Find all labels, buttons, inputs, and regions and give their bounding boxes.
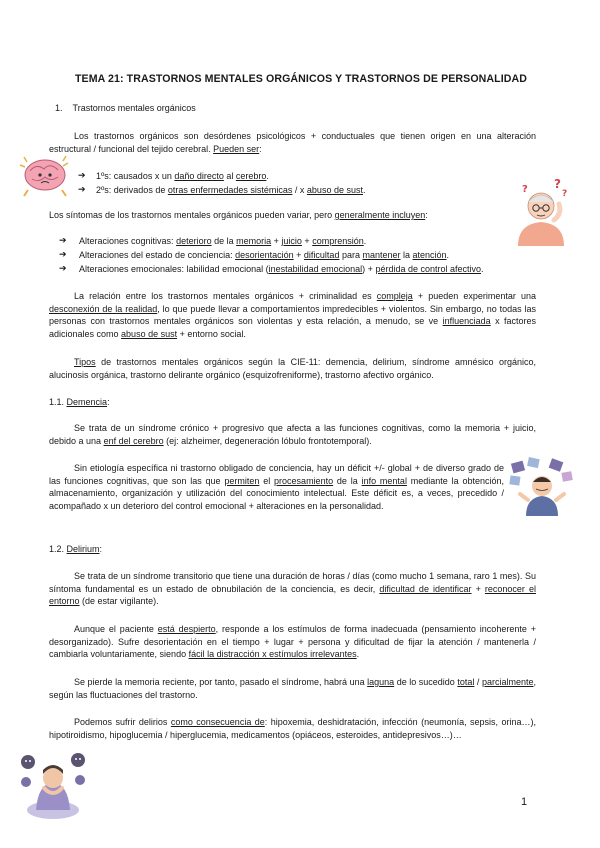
underlined-text: dificultad de identificar [379, 583, 472, 594]
text-run: / x [292, 185, 307, 195]
underlined-text: Tipos [74, 357, 96, 367]
paragraph-delirium-memory [49, 676, 536, 701]
text-run: Se trata de un síndrome crónico + progresivo que afecta a las funciones cognitivas, como la memoria + juicio, debido a una [49, 423, 536, 446]
subsection-heading [49, 396, 110, 409]
text-run: . [356, 649, 360, 659]
underlined-text: parcialmente [481, 677, 534, 687]
text-run: Los síntomas de los trastornos mentales orgánicos pueden variar, pero [49, 210, 335, 220]
text-run: Podemos sufrir delirios [74, 717, 171, 727]
text-run: (ej: alzheimer, degeneración lóbulo frontotemporal). [163, 435, 372, 446]
text-run: el [259, 475, 275, 486]
text-run: . [266, 171, 269, 181]
underlined-text: abuso de sust [306, 185, 363, 195]
section-number: 1. [55, 103, 63, 113]
text-run: . [481, 264, 484, 274]
text-run: Se pierde la memoria reciente, por tanto, pasado el síndrome, habrá una [74, 677, 368, 687]
section-title: Trastornos mentales orgánicos [72, 103, 196, 113]
anxious-person-illustration [18, 748, 88, 820]
arrow-bullet-icon: ➔ [59, 235, 67, 245]
text-run: , lo que puede llevar a comportamientos impredecibles + violentos. Sin embargo, no todas las personas con trastornos mentales orgánicos son violentas y esta relación, a menudo, se ve [49, 303, 536, 326]
subsection-heading [49, 543, 102, 556]
underlined-text: memoria [236, 236, 272, 246]
text-run: mediante la obtención, almacenamiento, organización y utilización del conocimiento intelectual. Este déficit es, a veces, precedido / acompañado x un deterioro del control emocional + alteraciones en la personalidad. [49, 475, 504, 511]
underlined-text: enf del cerebro [103, 435, 164, 446]
text-run: de la [211, 236, 237, 246]
text-run: Se trata de un síndrome transitorio que tiene una duración de horas / días (como mucho 1 semana, raro 1 mes). Su síntoma fundamental es un estado de obnubilación de la conciencia, es decir, [49, 571, 536, 594]
text-run: para [339, 250, 363, 260]
underlined-text: juicio [281, 236, 302, 246]
text-run: Alteraciones del estado de conciencia: [79, 250, 236, 260]
underlined-text: reconocer el entorno [49, 583, 536, 606]
list-item [79, 249, 539, 262]
text-run: . [362, 185, 366, 195]
underlined-text: abuso de sust [121, 328, 178, 339]
paragraph-delirium-causes [49, 716, 536, 741]
underlined-text: atención [412, 250, 447, 260]
underlined-text: info mental [361, 475, 407, 486]
underlined-text: pérdida de control afectivo [375, 264, 482, 274]
paragraph-intro [49, 130, 536, 155]
paragraph-dementia-deficit [49, 462, 504, 512]
underlined-text: procesamiento [274, 475, 334, 486]
text-run: . [446, 250, 450, 260]
text-run: La relación entre los trastornos mentales orgánicos + criminalidad es [74, 291, 377, 301]
paragraph-dementia-definition [49, 422, 536, 447]
underlined-text: dificultad [303, 250, 340, 260]
list-item [79, 235, 519, 248]
paragraph-delirium-patient [49, 623, 536, 661]
text-run: + [471, 583, 485, 594]
text-run: : [99, 544, 103, 554]
svg-text:?: ? [562, 189, 568, 199]
paragraph-symptoms-intro [49, 209, 509, 222]
arrow-bullet-icon: ➔ [78, 184, 86, 194]
text-run: 2ºs: derivados de [96, 185, 168, 195]
confused-elder-illustration [510, 174, 572, 246]
subsection-title: Demencia [66, 397, 108, 407]
underlined-text: laguna [367, 677, 395, 687]
text-run: Aunque el paciente [74, 624, 158, 634]
text-run: : [425, 210, 428, 220]
text-run: + [271, 236, 282, 246]
text-run: : [107, 397, 110, 407]
text-run: : [259, 143, 262, 154]
underlined-text: influenciada [442, 316, 491, 326]
text-run: + [301, 236, 313, 246]
text-run: de trastornos mentales orgánicos según la CIE-11: demencia, delirium, síndrome amnésico orgánico, alucinosis orgánica, trastorno delirante orgánico (esquizofreniforme), trastorno afectivo orgánico. [49, 357, 536, 380]
underlined-text: fácil la distracción x estímulos irrelevantes [188, 649, 357, 659]
text-run: de la [333, 475, 362, 486]
underlined-text: otras enfermedades sistémicas [167, 185, 293, 195]
arrow-bullet-icon: ➔ [59, 263, 67, 273]
underlined-text: inestabilidad emocional [268, 264, 363, 274]
text-run: la [400, 250, 413, 260]
brain-illustration [16, 153, 74, 199]
text-run: : hipoxemia, deshidratación, infección (neumonía, sepsis, orina…), hipotiroidismo, hipoglucemia / hiperglucemia, medicamentos (opiáceos, esteroides, antidepresivos…)… [49, 717, 536, 740]
puzzle-head-illustration [506, 456, 576, 516]
underlined-text: como consecuencia de [170, 717, 265, 727]
text-run: + pueden experimentar una [412, 291, 536, 301]
paragraph-delirium-definition [49, 570, 536, 608]
text-run: (de estar vigilante). [79, 596, 159, 606]
paragraph-criminality [49, 290, 536, 340]
underlined-text: comprensión [312, 236, 364, 246]
arrow-bullet-icon: ➔ [78, 170, 86, 180]
text-run: de lo sucedido [394, 677, 458, 687]
text-run: / [474, 677, 482, 687]
section-heading [55, 102, 196, 115]
text-run: + entorno social. [177, 328, 246, 339]
list-item [96, 170, 416, 183]
paragraph-types [49, 356, 536, 381]
underlined-text: desorientación [235, 250, 294, 260]
list-item [79, 263, 549, 276]
subsection-title: Delirium [66, 544, 100, 554]
underlined-text: total [457, 677, 475, 687]
text-run: . [363, 236, 367, 246]
underlined-text: desconexión de la realidad [49, 303, 158, 314]
text-run: ) + [362, 264, 376, 274]
page-title: TEMA 21: TRASTORNOS MENTALES ORGÁNICOS Y TRASTORNOS DE PERSONALIDAD [74, 73, 528, 85]
subsection-number: 1.1. [49, 397, 65, 407]
text-run: Sin etiología específica ni trastorno obligado de conciencia, hay un déficit +/- global + de diverso grado de las funciones cognitivas, que son las que [49, 463, 504, 486]
text-run: , según las fluctuaciones del trastorno. [49, 677, 536, 700]
underlined-text: generalmente incluyen [334, 210, 426, 220]
underlined-text: permiten [224, 475, 260, 486]
text-run: Alteraciones emocionales: labilidad emocional ( [79, 264, 269, 274]
text-run: al [223, 171, 236, 181]
text-run: 1ºs: causados x un [96, 171, 175, 181]
underlined-text: deterioro [176, 236, 212, 246]
text-run: Los trastornos orgánicos son desórdenes psicológicos + conductuales que tienen origen en una alteración estructural / funcional del tejido cerebral. [49, 131, 536, 154]
underlined-text: compleja [376, 291, 413, 301]
svg-text:?: ? [522, 184, 528, 195]
underlined-text: está despierto [157, 624, 216, 634]
list-item [96, 184, 416, 197]
underlined-text: Pueden ser [213, 143, 260, 154]
text-run: x factores adicionales como [49, 316, 537, 339]
page-number: 1 [521, 796, 528, 808]
svg-text:?: ? [554, 177, 561, 191]
subsection-number: 1.2. [49, 544, 65, 554]
underlined-text: mantener [362, 250, 401, 260]
text-run: Alteraciones cognitivas: [79, 236, 177, 246]
text-run: , responde a los estímulos de forma inadecuada (pensamiento incoherente + desorganizado). Sufre desorientación en el tiempo + lugar + persona y dificultad de fijar la atención / mantenerla / cambiarla voluntariamente, siendo [49, 624, 536, 659]
text-run: + [293, 250, 304, 260]
arrow-bullet-icon: ➔ [59, 249, 67, 259]
underlined-text: daño directo [174, 171, 224, 181]
underlined-text: cerebro [235, 171, 267, 181]
